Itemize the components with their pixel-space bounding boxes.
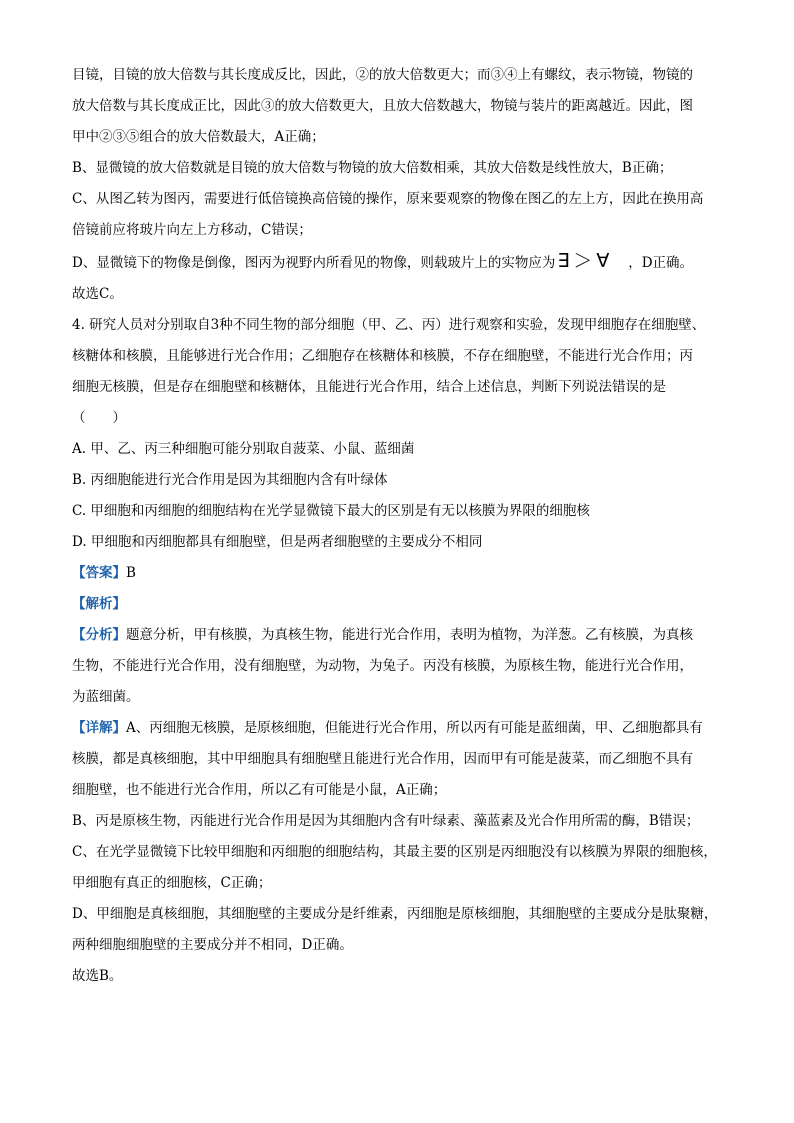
explanation-a-line-3: 甲中②③⑤组合的放大倍数最大，A正确； xyxy=(72,129,325,145)
question-stem-line-1: 4. 研究人员对分别取自3种不同生物的部分细胞（甲、乙、丙）进行观察和实验，发现甲细胞存在细胞壁、 xyxy=(72,317,706,333)
explanation-d-line xyxy=(72,246,724,279)
option-c: C. 甲细胞和丙细胞的细胞结构在光学显微镜下最大的区别是有无以核膜为界限的细胞核 xyxy=(72,503,590,519)
fenxi-line-3: 为蓝细菌。 xyxy=(72,689,140,705)
xiangjie-a-line-1 xyxy=(72,713,724,744)
answer-value: B xyxy=(126,565,136,581)
xiangjie-c-line-1: C、在光学显微镜下比较甲细胞和丙细胞的细胞结构，其最主要的区别是丙细胞没有以核膜为界限的细胞核， xyxy=(72,844,717,860)
explanation-b-line: B、显微镜的放大倍数就是目镜的放大倍数与物镜的放大倍数相乘，其放大倍数是线性放大，B正确； xyxy=(72,160,673,176)
xiangjie-b-line: B、丙是原核生物，丙能进行光合作用是因为其细胞内含有叶绿素、藻蓝素及光合作用所需的酶，B错误； xyxy=(72,813,700,829)
question-stem-line-3: 细胞无核膜，但是存在细胞壁和核糖体，且能进行光合作用，结合上述信息，判断下列说法错误的是 xyxy=(72,379,666,395)
option-d: D. 甲细胞和丙细胞都具有细胞壁，但是两者细胞壁的主要成分不相同 xyxy=(72,534,483,550)
fenxi-line-2: 生物，不能进行光合作用，没有细胞壁，为动物，为兔子。丙没有核膜，为原核生物，能进行光合作用， xyxy=(72,658,693,674)
fenxi-line-1 xyxy=(72,620,724,651)
document-page xyxy=(72,60,724,992)
analysis-tag: 【解析】 xyxy=(72,596,126,612)
xiangjie-d-line-1: D、甲细胞是真核细胞，其细胞壁的主要成分是纤维素，丙细胞是原核细胞，其细胞壁的主要成分是肽聚糖， xyxy=(72,906,718,922)
xiangjie-d-line-2: 两种细胞细胞壁的主要成分并不相同，D正确。 xyxy=(72,937,353,953)
xiangjie-c-line-2: 甲细胞有真正的细胞核，C正确； xyxy=(72,875,272,891)
question-4 xyxy=(72,310,724,992)
analysis-line xyxy=(72,589,724,620)
xiangjie-a-line-3: 细胞壁，也不能进行光合作用，所以乙有可能是小鼠，A正确； xyxy=(72,782,447,798)
explanation-a-line-2: 放大倍数与其长度成正比，因此③的放大倍数更大，且放大倍数越大，物镜与装片的距离越近。因此，图 xyxy=(72,98,693,114)
fenxi-text-1: 题意分析，甲有核膜，为真核生物，能进行光合作用，表明为植物，为洋葱。乙有核膜，为真核 xyxy=(126,627,693,643)
prev-explanation xyxy=(72,60,724,310)
explanation-c-line-2: 倍镜前应将玻片向左上方移动，C错误； xyxy=(72,222,312,238)
explanation-c-line-1: C、从图乙转为图丙，需要进行低倍镜换高倍镜的操作，原来要观察的物像在图乙的左上方，因此在换用高 xyxy=(72,191,704,207)
answer-line xyxy=(72,558,724,589)
explanation-a-line-1: 目镜，目镜的放大倍数与其长度成反比，因此，②的放大倍数更大；而③④上有螺纹，表示物镜，物镜的 xyxy=(72,67,693,83)
fenxi-tag: 【分析】 xyxy=(72,627,126,643)
question-conclusion: 故选B。 xyxy=(72,968,123,984)
prev-conclusion: 故选C。 xyxy=(72,286,123,302)
xiangjie-a-line-2: 核膜，都是真核细胞，其中甲细胞具有细胞壁且能进行光合作用，因而甲有可能是菠菜，而乙细胞不具有 xyxy=(72,751,693,767)
question-stem-line-2: 核糖体和核膜，且能够进行光合作用；乙细胞存在核糖体和核膜，不存在细胞壁，不能进行光合作用；丙 xyxy=(72,348,693,364)
option-b: B. 丙细胞能进行光合作用是因为其细胞内含有叶绿体 xyxy=(72,472,388,488)
option-a: A. 甲、乙、丙三种细胞可能分别取自菠菜、小鼠、蓝细菌 xyxy=(72,441,415,457)
inverted-letters-symbol: ∃＞∀ xyxy=(557,250,614,272)
xiangjie-a-text-1: A、丙细胞无核膜，是原核细胞，但能进行光合作用，所以丙有可能是蓝细菌，甲、乙细胞都具有 xyxy=(126,720,703,736)
explanation-d-prefix: D、显微镜下的物像是倒像，图丙为视野内所看见的物像，则载玻片上的实物应为 xyxy=(72,255,556,271)
answer-tag: 【答案】 xyxy=(72,565,126,581)
xiangjie-tag: 【详解】 xyxy=(72,720,126,736)
question-stem-line-4: （ ） xyxy=(72,410,126,426)
explanation-d-suffix: ，D正确。 xyxy=(628,255,694,271)
